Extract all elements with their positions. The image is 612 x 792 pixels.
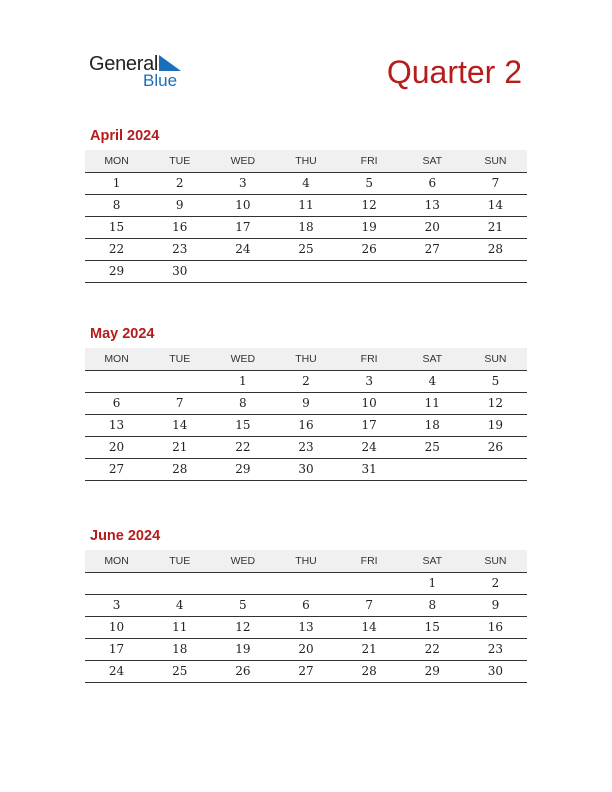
week-row	[85, 437, 527, 459]
day-cell: 26	[361, 242, 377, 256]
day-cell: 14	[172, 418, 188, 432]
logo-blue-text: Blue	[143, 71, 178, 90]
weekday-label: THU	[295, 155, 317, 167]
weekday-label: WED	[230, 353, 256, 365]
day-cell: 9	[175, 198, 184, 212]
day-cell: 28	[487, 242, 504, 256]
day-cell: 29	[235, 462, 251, 476]
day-cell	[85, 371, 148, 392]
week-row	[85, 661, 527, 683]
weekday-label: MON	[104, 555, 129, 567]
weekday-label: SUN	[484, 555, 507, 567]
day-cell: 9	[302, 396, 310, 410]
week-row	[85, 195, 527, 217]
weekday-label: FRI	[360, 555, 378, 567]
day-cell: 14	[361, 620, 377, 634]
day-cell: 8	[239, 396, 247, 410]
day-cell: 15	[108, 220, 125, 234]
day-cell: 30	[487, 664, 504, 678]
weekday-label: SAT	[422, 353, 443, 365]
day-cell: 10	[108, 620, 125, 634]
day-cell: 26	[235, 664, 251, 678]
day-cell: 28	[172, 462, 188, 476]
day-cell: 21	[487, 220, 504, 234]
day-cell: 22	[108, 242, 125, 256]
day-cell: 6	[428, 176, 437, 190]
day-cell: 22	[424, 642, 440, 656]
day-cell: 19	[487, 418, 504, 432]
week-row	[85, 573, 527, 595]
weekday-header-row	[85, 550, 527, 573]
day-cell: 10	[361, 396, 377, 410]
day-cell: 17	[108, 642, 125, 656]
day-cell	[401, 261, 464, 282]
day-cell: 15	[424, 620, 440, 634]
day-cell	[464, 459, 527, 480]
day-cell	[85, 573, 148, 594]
day-cell: 27	[108, 462, 125, 476]
quarter-title: Quarter 2	[386, 54, 522, 90]
day-cell: 1	[112, 176, 121, 190]
week-row	[85, 393, 527, 415]
day-cell: 11	[424, 396, 440, 410]
day-cell: 11	[298, 198, 314, 212]
day-cell	[338, 261, 401, 282]
day-cell: 13	[298, 620, 314, 634]
day-cell: 23	[298, 440, 314, 454]
day-cell: 27	[424, 242, 440, 256]
day-cell: 1	[428, 576, 437, 590]
day-cell: 17	[361, 418, 377, 432]
day-cell: 24	[235, 242, 251, 256]
day-cell: 5	[365, 176, 373, 190]
day-cell	[274, 573, 337, 594]
day-cell: 25	[298, 242, 314, 256]
day-cell: 16	[172, 220, 188, 234]
week-row	[85, 217, 527, 239]
day-cell	[338, 573, 401, 594]
day-cell: 19	[235, 642, 251, 656]
day-cell: 16	[298, 418, 314, 432]
weekday-label: THU	[295, 353, 317, 365]
day-cell: 12	[487, 396, 504, 410]
week-row	[85, 261, 527, 283]
day-cell	[148, 573, 211, 594]
weekday-label: SUN	[484, 353, 507, 365]
day-cell: 21	[361, 642, 377, 656]
day-cell: 13	[424, 198, 440, 212]
day-cell: 3	[365, 374, 373, 388]
day-cell: 12	[235, 620, 251, 634]
day-cell: 20	[424, 220, 440, 234]
weekday-label: TUE	[169, 353, 191, 365]
day-cell: 29	[424, 664, 440, 678]
day-cell: 4	[175, 598, 184, 612]
day-cell: 2	[491, 576, 500, 590]
weekday-label: WED	[230, 555, 256, 567]
month-title: June 2024	[90, 528, 161, 544]
day-cell: 10	[235, 198, 251, 212]
day-cell: 30	[172, 264, 188, 278]
day-cell: 2	[175, 176, 184, 190]
day-cell: 25	[424, 440, 440, 454]
day-cell: 25	[172, 664, 188, 678]
day-cell: 23	[172, 242, 188, 256]
weekday-label: SAT	[422, 155, 443, 167]
weekday-header-row	[85, 348, 527, 371]
week-row	[85, 617, 527, 639]
day-cell: 4	[428, 374, 437, 388]
weekday-label: FRI	[360, 155, 378, 167]
day-cell: 13	[108, 418, 125, 432]
day-cell: 18	[172, 642, 188, 656]
day-cell: 29	[108, 264, 125, 278]
day-cell	[211, 573, 274, 594]
day-cell	[148, 371, 211, 392]
week-row	[85, 173, 527, 195]
day-cell: 21	[172, 440, 188, 454]
day-cell: 18	[424, 418, 440, 432]
weekday-label: THU	[295, 555, 317, 567]
weekday-label: WED	[230, 155, 256, 167]
weekday-header-row	[85, 150, 527, 173]
day-cell: 7	[175, 396, 184, 410]
day-cell: 8	[112, 198, 121, 212]
week-row	[85, 459, 527, 481]
day-cell: 4	[302, 176, 310, 190]
day-cell: 6	[112, 396, 121, 410]
day-cell: 5	[491, 374, 500, 388]
day-cell: 16	[487, 620, 504, 634]
day-cell: 1	[239, 374, 247, 388]
day-cell	[401, 459, 464, 480]
day-cell: 20	[298, 642, 314, 656]
day-cell: 8	[428, 598, 437, 612]
weekday-label: SAT	[422, 555, 443, 567]
day-cell: 3	[112, 598, 121, 612]
week-row	[85, 415, 527, 437]
week-row	[85, 371, 527, 393]
day-cell: 7	[365, 598, 373, 612]
month-calendar	[85, 326, 527, 481]
day-cell: 7	[491, 176, 500, 190]
day-cell: 18	[298, 220, 314, 234]
day-cell: 31	[361, 462, 377, 476]
logo-general-text: General	[89, 53, 159, 75]
day-cell: 9	[491, 598, 500, 612]
day-cell: 5	[239, 598, 247, 612]
day-cell	[211, 261, 274, 282]
day-cell: 23	[487, 642, 504, 656]
day-cell: 27	[298, 664, 314, 678]
month-title: April 2024	[90, 128, 160, 144]
weekday-label: MON	[104, 353, 129, 365]
week-row	[85, 639, 527, 661]
day-cell: 2	[302, 374, 310, 388]
day-cell: 24	[108, 664, 125, 678]
day-cell: 19	[361, 220, 377, 234]
weekday-label: TUE	[169, 555, 191, 567]
week-row	[85, 239, 527, 261]
day-cell	[464, 261, 527, 282]
week-row	[85, 595, 527, 617]
weekday-label: TUE	[169, 155, 191, 167]
day-cell: 11	[172, 620, 188, 634]
day-cell: 14	[487, 198, 504, 212]
day-cell: 28	[361, 664, 377, 678]
month-calendar	[85, 128, 527, 283]
day-cell: 6	[302, 598, 310, 612]
day-cell: 20	[108, 440, 125, 454]
day-cell	[274, 261, 337, 282]
month-title: May 2024	[90, 326, 155, 342]
weekday-label: MON	[104, 155, 129, 167]
day-cell: 22	[235, 440, 251, 454]
weekday-label: SUN	[484, 155, 507, 167]
day-cell: 15	[235, 418, 251, 432]
day-cell: 26	[487, 440, 504, 454]
day-cell: 17	[235, 220, 251, 234]
logo	[89, 52, 189, 92]
weekday-label: FRI	[360, 353, 378, 365]
month-calendar	[85, 528, 527, 683]
day-cell: 30	[298, 462, 314, 476]
day-cell: 24	[361, 440, 377, 454]
day-cell: 12	[361, 198, 377, 212]
day-cell: 3	[239, 176, 247, 190]
